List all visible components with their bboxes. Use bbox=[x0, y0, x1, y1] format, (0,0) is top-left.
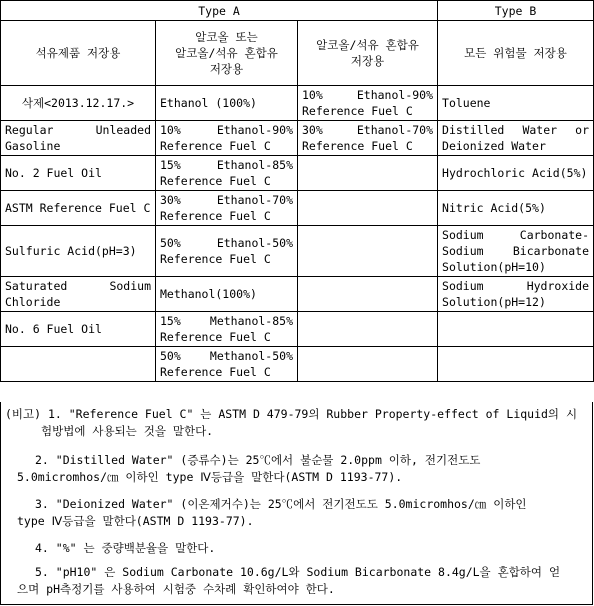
table-row bbox=[1, 277, 594, 312]
alcohol-cell bbox=[156, 121, 298, 156]
cell-line: Toluene bbox=[442, 96, 491, 110]
cell-line: 50% Ethanol-50% bbox=[160, 236, 293, 250]
col-header-alcohol-line: 알코올 또는 bbox=[195, 30, 258, 44]
note-line: 으며 pH측정기를 사용하여 시험중 수차례 확인하여야 한다. bbox=[17, 582, 335, 596]
note-line: 2. "Distilled Water" (증류수)는 25℃에서 불순물 2.0ppm 이하, 전기전도도 bbox=[35, 453, 481, 467]
table-row bbox=[1, 121, 594, 156]
cell-line: Gasoline bbox=[5, 139, 61, 153]
table-row bbox=[1, 191, 594, 226]
column-header-row bbox=[1, 21, 594, 86]
alcohol-cell bbox=[156, 277, 298, 312]
cell-line: Reference Fuel C bbox=[302, 104, 413, 118]
petroleum-cell bbox=[1, 121, 156, 156]
note-5 bbox=[5, 564, 586, 598]
petroleum-cell bbox=[1, 277, 156, 312]
col-header-blend-line: 알코올/석유 혼합유 bbox=[316, 38, 419, 52]
col-header-petroleum: 석유제품 저장용 bbox=[1, 21, 156, 86]
cell-line: Chloride bbox=[5, 295, 61, 309]
col-header-alcohol-line: 알코올/석유 혼합유 bbox=[175, 46, 278, 60]
cell-line: Deionized Water bbox=[442, 139, 546, 153]
alcohol-cell bbox=[156, 191, 298, 226]
blend-cell bbox=[298, 156, 438, 191]
petroleum-cell bbox=[1, 347, 156, 382]
cell-line: Sodium Hydroxide bbox=[442, 279, 590, 293]
cell-line: 10% Ethanol-90% bbox=[302, 88, 434, 102]
blend-cell bbox=[298, 121, 438, 156]
cell-line: Reference Fuel C bbox=[160, 365, 271, 379]
cell-line: Sodium Bicarbonate bbox=[442, 244, 590, 258]
alcohol-cell bbox=[156, 156, 298, 191]
type-header-row bbox=[1, 1, 594, 21]
cell-line: 30% Ethanol-70% bbox=[160, 193, 293, 207]
all-hazmat-cell bbox=[438, 347, 594, 382]
cell-line: Methanol(100%) bbox=[160, 287, 257, 301]
cell-line: 삭제<2013.12.17.> bbox=[21, 96, 135, 110]
cell-line: Solution(pH=12) bbox=[442, 295, 546, 309]
cell-line: Saturated Sodium bbox=[5, 279, 151, 293]
cell-line: Distilled Water or bbox=[442, 123, 590, 137]
cell-line: Hydrochloric Acid(5%) bbox=[442, 166, 588, 180]
notes-section bbox=[0, 402, 593, 605]
blend-cell bbox=[298, 226, 438, 277]
blend-cell bbox=[298, 277, 438, 312]
note-2 bbox=[5, 452, 586, 486]
cell-line: Reference Fuel C bbox=[160, 209, 271, 223]
blend-cell bbox=[298, 347, 438, 382]
cell-line: Regular Unleaded bbox=[5, 123, 151, 137]
cell-line: ASTM Reference Fuel C bbox=[5, 201, 151, 215]
table-row bbox=[1, 156, 594, 191]
note-1 bbox=[5, 406, 586, 440]
cell-line: 50% Methanol-50% bbox=[160, 349, 293, 363]
table-row bbox=[1, 347, 594, 382]
petroleum-cell bbox=[1, 156, 156, 191]
col-header-all-hazmat: 모든 위험물 저장용 bbox=[438, 21, 594, 86]
alcohol-cell bbox=[156, 347, 298, 382]
cell-line: Reference Fuel C bbox=[302, 139, 413, 153]
cell-line: 15% Ethanol-85% bbox=[160, 158, 293, 172]
cell-line: 15% Methanol-85% bbox=[160, 314, 293, 328]
all-hazmat-cell bbox=[438, 312, 594, 347]
all-hazmat-cell bbox=[438, 86, 594, 121]
type-b-header: Type B bbox=[438, 1, 594, 21]
cell-line: Sulfuric Acid(pH=3) bbox=[5, 244, 137, 258]
table-row bbox=[1, 312, 594, 347]
col-header-blend-line: 저장용 bbox=[350, 54, 385, 68]
all-hazmat-cell bbox=[438, 156, 594, 191]
all-hazmat-cell bbox=[438, 277, 594, 312]
all-hazmat-cell bbox=[438, 226, 594, 277]
cell-line: Solution(pH=10) bbox=[442, 260, 546, 274]
cell-line: Reference Fuel C bbox=[160, 252, 271, 266]
note-line: 5. "pH10" 은 Sodium Carbonate 10.6g/L와 Sodium Bicarbonate 8.4g/L을 혼합하여 얻 bbox=[35, 565, 561, 579]
col-header-alcohol-line: 저장용 bbox=[209, 62, 244, 76]
cell-line: Nitric Acid(5%) bbox=[442, 201, 546, 215]
petroleum-cell bbox=[1, 226, 156, 277]
petroleum-cell bbox=[1, 86, 156, 121]
col-header-alcohol-or-blend bbox=[156, 21, 298, 86]
alcohol-cell bbox=[156, 86, 298, 121]
alcohol-cell bbox=[156, 226, 298, 277]
cell-line: Reference Fuel C bbox=[160, 330, 271, 344]
petroleum-cell bbox=[1, 312, 156, 347]
note-line: type Ⅳ등급을 말한다(ASTM D 1193-77). bbox=[17, 514, 254, 528]
note-line: 3. "Deionized Water" (이온제거수)는 25℃에서 전기전도도 5.0micromhos/㎝ 이하인 bbox=[35, 497, 527, 511]
note-line: 4. "%" 는 중량백분율을 말한다. bbox=[35, 541, 216, 555]
blend-cell bbox=[298, 191, 438, 226]
type-a-header: Type A bbox=[1, 1, 438, 21]
note-line: 험방법에 사용되는 것을 말한다. bbox=[41, 424, 214, 438]
all-hazmat-cell bbox=[438, 191, 594, 226]
petroleum-cell bbox=[1, 191, 156, 226]
cell-line: Reference Fuel C bbox=[160, 139, 271, 153]
cell-line: Reference Fuel C bbox=[160, 174, 271, 188]
cell-line: Sodium Carbonate- bbox=[442, 228, 590, 242]
cell-line: No. 6 Fuel Oil bbox=[5, 322, 102, 336]
note-line: (비고) 1. "Reference Fuel C" 는 ASTM D 479-79의 Rubber Property-effect of Liquid의 시 bbox=[5, 407, 578, 421]
note-line: 5.0micromhos/㎝ 이하인 type Ⅳ등급을 말한다(ASTM D 1193-77). bbox=[17, 470, 403, 484]
note-4 bbox=[5, 540, 586, 557]
cell-line: 30% Ethanol-70% bbox=[302, 123, 434, 137]
table-row bbox=[1, 86, 594, 121]
alcohol-cell bbox=[156, 312, 298, 347]
blend-cell bbox=[298, 86, 438, 121]
blend-cell bbox=[298, 312, 438, 347]
col-header-blend bbox=[298, 21, 438, 86]
all-hazmat-cell bbox=[438, 121, 594, 156]
cell-line: Ethanol (100%) bbox=[160, 96, 257, 110]
cell-line: No. 2 Fuel Oil bbox=[5, 166, 102, 180]
cell-line: 10% Ethanol-90% bbox=[160, 123, 293, 137]
table-row bbox=[1, 226, 594, 277]
note-3 bbox=[5, 496, 586, 530]
